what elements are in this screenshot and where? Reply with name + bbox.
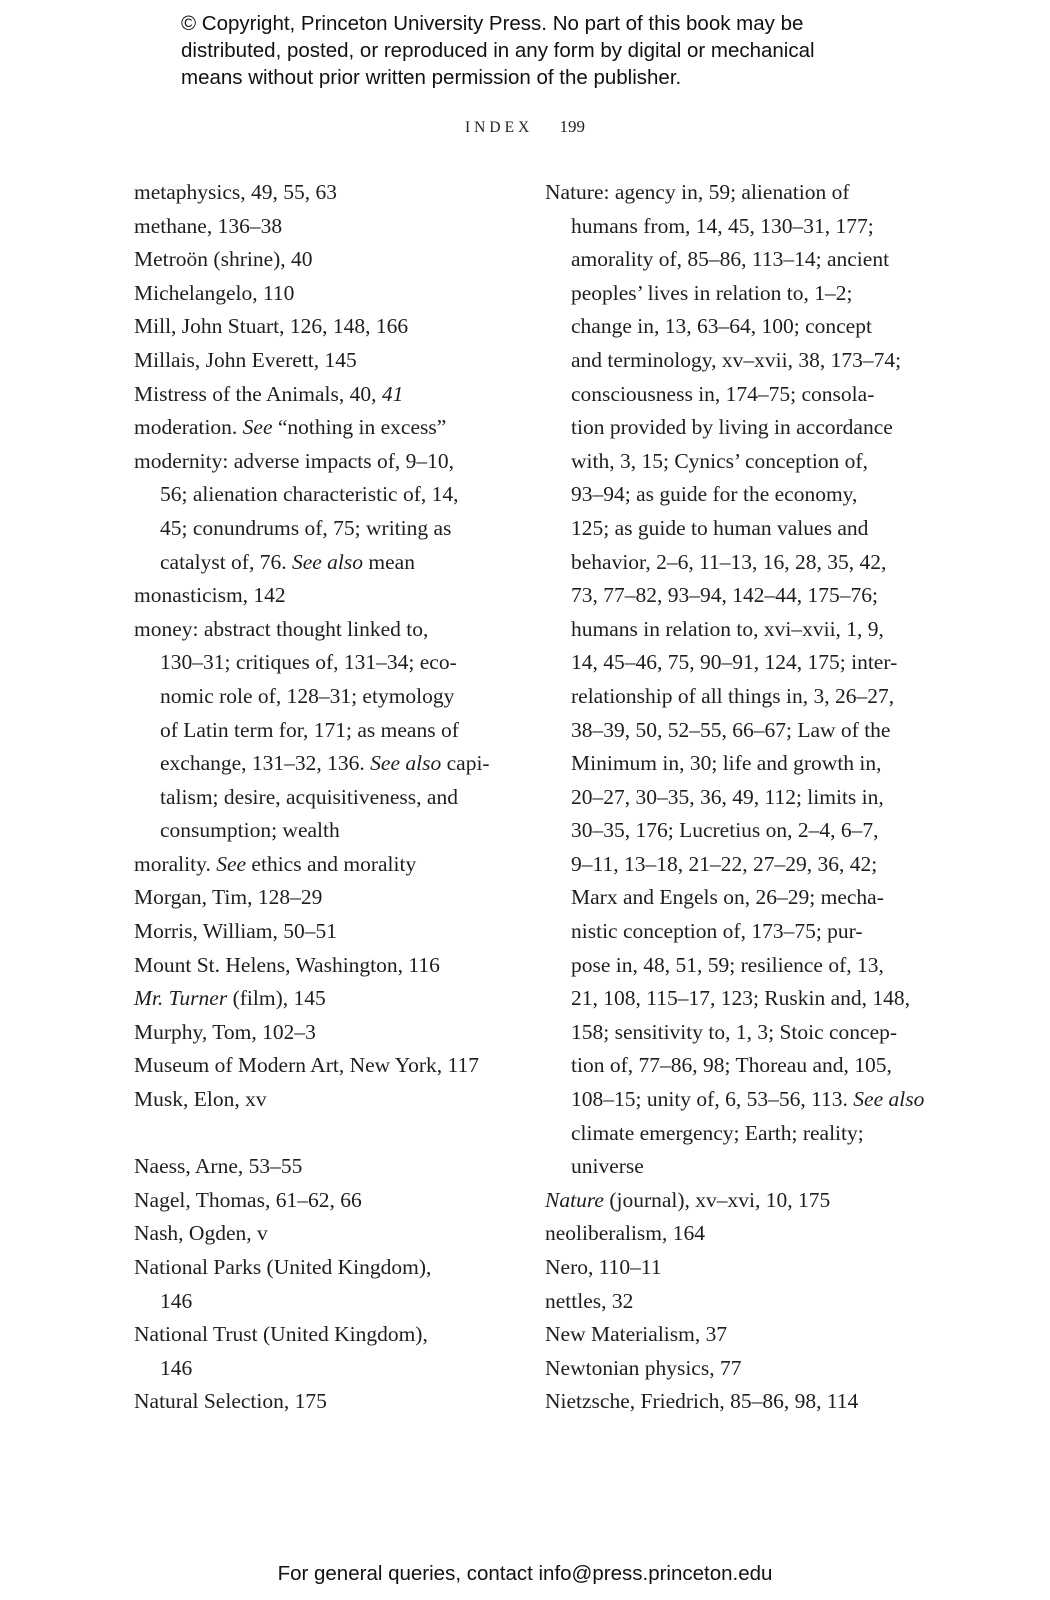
index-entry: Museum of Modern Art, New York, 117 [134,1053,479,1078]
index-entry: monasticism, 142 [134,583,286,608]
index-entry: Mill, John Stuart, 126, 148, 166 [134,314,409,339]
copyright-notice [181,10,901,91]
index-entry: Musk, Elon, xv [134,1087,267,1112]
index-entry: neoliberalism, 164 [545,1221,706,1246]
index-entry: National Trust (United Kingdom), 146 [134,1322,428,1380]
index-entry: Michelangelo, 110 [134,280,295,305]
index-entry: modernity: adverse impacts of, 9–10, 56; alienation characteristic of, 14, 45; conundrums of, 75; writing as catalyst of, 76. See also mean [134,448,459,574]
letter-group-gap [134,1117,519,1151]
index-entry: Nash, Ogden, v [134,1221,268,1246]
copyright-line: © Copyright, Princeton University Press. No part of this book may be [181,12,804,35]
index-entry: Metroön (shrine), 40 [134,247,313,272]
index-entry: Newtonian physics, 77 [545,1355,742,1380]
index-entry: Mount St. Helens, Washington, 116 [134,952,440,977]
index-entry: Nagel, Thomas, 61–62, 66 [134,1187,362,1212]
page-number: 199 [559,117,585,136]
index-entry: Nature (journal), xv–xvi, 10, 175 [545,1187,831,1212]
index-entry: Naess, Arne, 53–55 [134,1154,303,1179]
footer-contact: For general queries, contact info@press.princeton.edu [277,1562,773,1585]
index-entry: Nero, 110–11 [545,1255,662,1279]
index-entry: Nature: agency in, 59; alienation of humans from, 14, 45, 130–31, 177; amorality of, 85–86, 113–14; ancient peoples’ lives in relation to, 1–2; change in, 13, 63–64, 100; concept and terminology, xv–xvii, 38, 173–74; consciousness in, 174–75; consola- tion provided by living in accordance with, 3, 15; Cynics’ conception of, 93–94; as guide for the economy, 125; as guide to human values and behavior, 2–6, 11–13, 16, 28, 35, 42, 73, 77–82, 93–94, 142–44, 175–76; humans in relation to, xvi–xvii, 1, 9, 14, 45–46, 75, 90–91, 124, 175; inter- relationship of all things in, 3, 26–27, 38–39, 50, 52–55, 66–67; Law of the Minimum in, 30; life and growth in, 20–27, 30–35, 36, 49, 112; limits in, 30–35, 176; Lucretius on, 2–4, 6–7, 9–11, 13–18, 21–22, 27–29, 36, 42; Marx and Engels on, 26–29; mecha- nistic conception of, 173–75; pur- pose in, 48, 51, 59; resilience of, 13, 21, 108, 115–17, 123; Ruskin and, 148, 158; sensitivity to, 1, 3; Stoic concep- tion of, 77–86, 98; Thoreau and, 105, 108–15; unity of, 6, 53–56, 113. See also climate emergency; Earth; reality; universe [545,180,925,1179]
copyright-line: means without prior written permission of the publisher. [181,66,682,89]
index-entry: Mr. Turner (film), 145 [134,986,326,1011]
index-column-left [134,176,519,1419]
index-entry: Mistress of the Animals, 40, 41 [134,381,404,406]
index-entry: Natural Selection, 175 [134,1389,327,1414]
index-entry: metaphysics, 49, 55, 63 [134,180,338,204]
index-entry: money: abstract thought linked to, 130–31; critiques of, 131–34; eco- nomic role of, 128–31; etymology of Latin term for, 171; as means of exchange, 131–32, 136. See also capi- talism; desire, acquisitiveness, and consumption; wealth [134,616,490,843]
index-column-right [545,176,925,1419]
running-head [0,117,1050,137]
index-entry: Morris, William, 50–51 [134,919,337,944]
index-entry: Morgan, Tim, 128–29 [134,885,323,910]
index-entry: Nietzsche, Friedrich, 85–86, 98, 114 [545,1389,859,1414]
index-entry: Millais, John Everett, 145 [134,347,357,372]
index-entry: New Materialism, 37 [545,1322,728,1347]
copyright-line: distributed, posted, or reproduced in any form by digital or mechanical [181,39,815,62]
index-entry: Murphy, Tom, 102–3 [134,1019,316,1044]
index-entry: National Parks (United Kingdom), 146 [134,1255,432,1313]
running-head-title: INDEX [465,119,534,136]
index-entry: nettles, 32 [545,1288,634,1313]
index-entry: methane, 136–38 [134,213,283,238]
index-entry: moderation. See “nothing in excess” [134,415,447,440]
index-entry: morality. See ethics and morality [134,851,417,876]
